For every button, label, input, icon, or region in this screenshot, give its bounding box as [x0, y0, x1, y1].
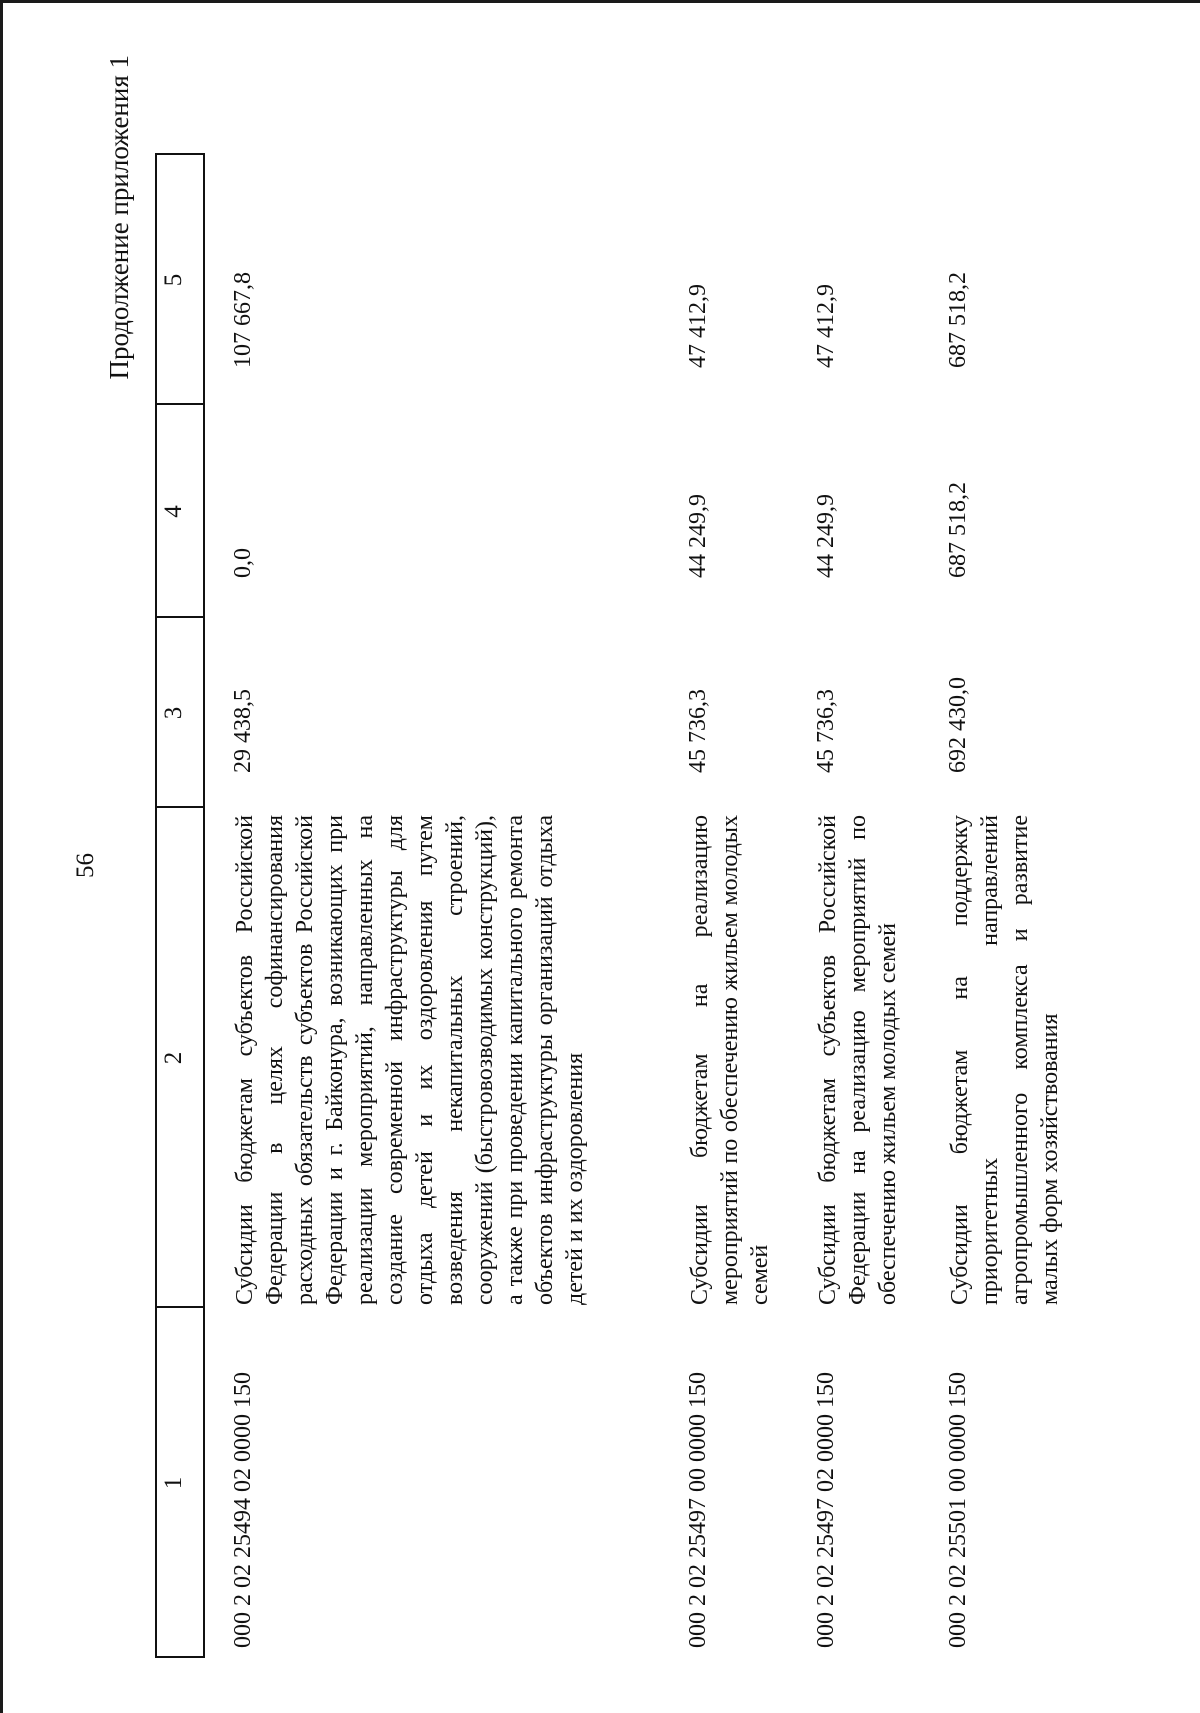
income-name: Субсидии бюджетам на реализацию мероприятий по обеспечению жильем молодых семей: [687, 815, 773, 1305]
amount-col3: 45 736,3: [813, 689, 839, 773]
column-number-3: 3: [160, 706, 187, 720]
continuation-label: Продолжение приложения 1: [104, 55, 134, 380]
amount-col4: 687 518,2: [945, 482, 971, 578]
column-number-2: 2: [160, 1051, 187, 1065]
budget-code: 000 2 02 25497 02 0000 150: [813, 1372, 839, 1648]
column-number-1: 1: [160, 1476, 187, 1490]
amount-col3: 692 430,0: [945, 677, 971, 773]
budget-code: 000 2 02 25494 02 0000 150: [230, 1372, 256, 1648]
income-name: Субсидии бюджетам субъектов Российской Федерации в целях софинансирования расходных обязательств субъектов Российской Федерации и г. Байконура, возникающих при реализации мероприятий, направленных на создание современной инфраструктуры для отдыха детей и их оздоровления путем возведения некапитальных строений, сооружений (быстровозводимых конструкций), а также при проведении капитального ремонта объектов инфраструктуры организаций отдыха детей и их оздоровления: [232, 815, 588, 1305]
amount-col3: 45 736,3: [685, 689, 711, 773]
table-header-bottom-border: [203, 153, 205, 1658]
amount-col5: 107 667,8: [230, 272, 256, 368]
amount-col3: 29 438,5: [230, 689, 256, 773]
amount-col5: 687 518,2: [945, 272, 971, 368]
budget-code: 000 2 02 25497 00 0000 150: [685, 1372, 711, 1648]
amount-col4: 0,0: [230, 548, 256, 578]
page-number: 56: [72, 853, 99, 878]
table-top-border: [155, 153, 157, 1658]
column-number-5: 5: [160, 273, 187, 287]
amount-col5: 47 412,9: [685, 284, 711, 368]
income-name: Субсидии бюджетам субъектов Российской Федерации на реализацию мероприятий по обеспечению жильем молодых семей: [815, 815, 901, 1305]
budget-code: 000 2 02 25501 00 0000 150: [945, 1372, 971, 1648]
amount-col5: 47 412,9: [813, 284, 839, 368]
amount-col4: 44 249,9: [685, 494, 711, 578]
income-name: Субсидии бюджетам на поддержку приоритетных направлений агропромышленного комплекса и развитие малых форм хозяйствования: [947, 815, 1063, 1305]
column-number-4: 4: [160, 505, 187, 518]
amount-col4: 44 249,9: [813, 494, 839, 578]
